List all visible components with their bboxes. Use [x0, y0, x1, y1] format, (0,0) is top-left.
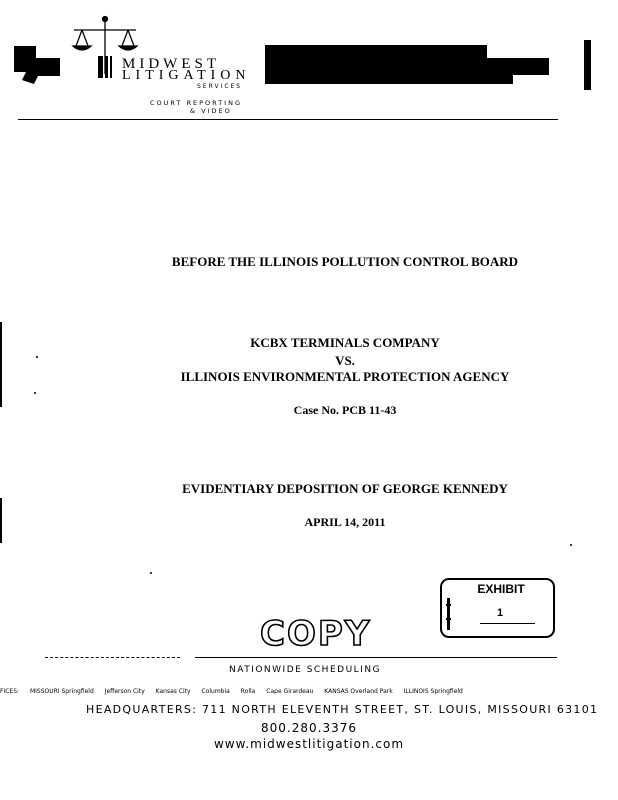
- office-locations: [0, 688, 618, 695]
- logo-tagline-video: & VIDEO: [190, 107, 232, 115]
- logo-services: SERVICES: [197, 83, 243, 90]
- phone-number: 800.280.3376: [261, 721, 357, 735]
- scan-artifact: [570, 544, 572, 546]
- office-location: Cape Girardeau: [266, 688, 314, 695]
- office-location: Rolla: [240, 688, 256, 695]
- exhibit-number-underline: [480, 623, 535, 624]
- header-divider: [18, 119, 558, 120]
- office-location: MISSOURI Springfield: [29, 688, 94, 695]
- office-location: ILLINOIS Springfield: [403, 688, 463, 695]
- copy-stamp: COPY: [260, 614, 372, 654]
- scan-artifact: [34, 392, 36, 394]
- scan-artifact: [584, 40, 591, 90]
- exhibit-label: EXHIBIT: [477, 582, 525, 596]
- footer-dashed-rule: [45, 657, 180, 658]
- offices-label: FICES:: [0, 688, 20, 695]
- logo-brand-line2: LITIGATION: [122, 68, 251, 83]
- logo-tagline-court-reporting: COURT REPORTING: [150, 99, 242, 107]
- tribunal-heading: BEFORE THE ILLINOIS POLLUTION CONTROL BOARD: [171, 254, 519, 269]
- office-location: Kansas City: [155, 688, 191, 695]
- logo-brand-line1: MIDWEST: [122, 56, 220, 72]
- footer-rule: [195, 657, 557, 658]
- scan-artifact: [150, 572, 152, 574]
- redaction-bar: [265, 58, 549, 75]
- respondent-name: ILLINOIS ENVIRONMENTAL PROTECTION AGENCY: [180, 369, 510, 384]
- headquarters-address: HEADQUARTERS: 711 NORTH ELEVENTH STREET, ST. LOUIS, MISSOURI 63101: [86, 703, 599, 716]
- case-number: Case No. PCB 11-43: [293, 403, 397, 417]
- redaction-bar: [265, 74, 513, 84]
- exhibit-number: 1: [496, 607, 504, 619]
- deposition-date: APRIL 14, 2011: [304, 515, 386, 529]
- versus-label: VS.: [335, 353, 355, 368]
- deposition-title: EVIDENTIARY DEPOSITION OF GEORGE KENNEDY: [182, 481, 508, 496]
- website-url: www.midwestlitigation.com: [213, 737, 405, 751]
- scan-artifact: [14, 44, 60, 84]
- office-location: Jefferson City: [104, 688, 145, 695]
- exhibit-sticker-side-print: [445, 598, 453, 630]
- nationwide-scheduling: NATIONWIDE SCHEDULING: [229, 665, 382, 675]
- petitioner-name: KCBX TERMINALS COMPANY: [250, 335, 440, 350]
- office-location: KANSAS Overland Park: [324, 688, 393, 695]
- redaction-bar: [265, 45, 487, 59]
- office-location: Columbia: [201, 688, 230, 695]
